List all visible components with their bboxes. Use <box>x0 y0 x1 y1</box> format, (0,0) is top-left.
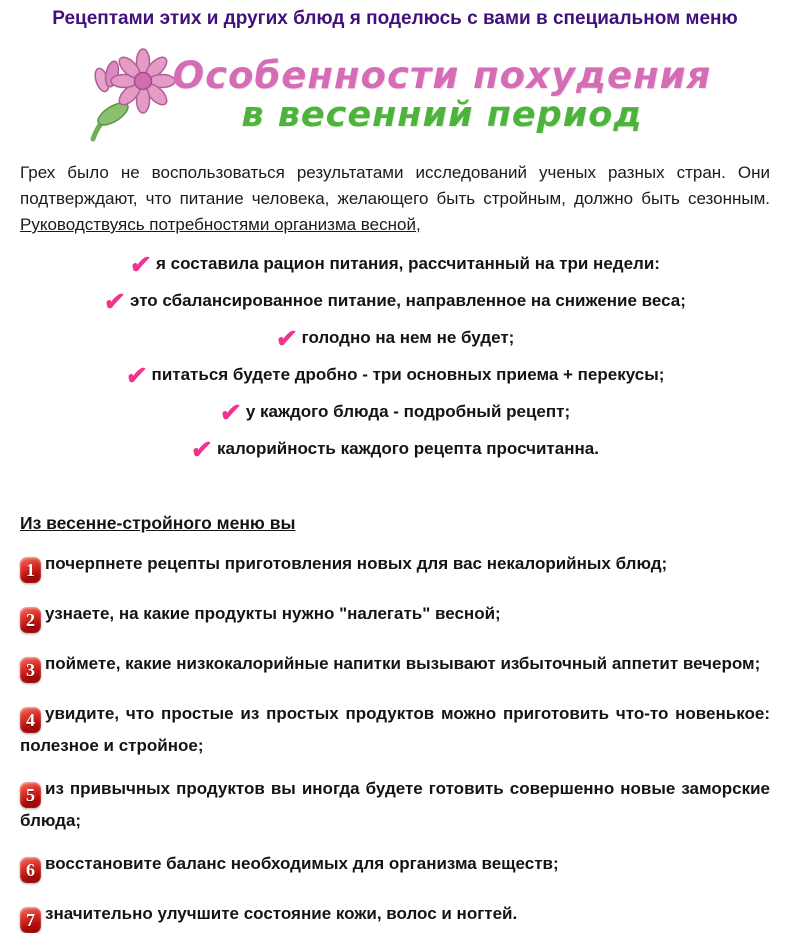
banner <box>20 45 770 147</box>
list-item <box>20 851 770 883</box>
flower-icon <box>79 47 179 148</box>
check-icon: ✔ <box>128 251 153 280</box>
numbered-item-text: восстановите баланс необходимых для организма веществ; <box>45 854 559 874</box>
intro-paragraph <box>20 160 770 238</box>
list-item <box>20 436 770 463</box>
number-badge-icon: 6 <box>20 857 41 883</box>
intro-underlined-phrase: Руководствуясь потребностями организма весной, <box>20 215 421 235</box>
list-item <box>20 701 770 758</box>
check-list <box>20 251 770 463</box>
number-badge-icon: 3 <box>20 657 41 683</box>
numbered-item-text: узнаете, на какие продукты нужно "налегать" весной; <box>45 604 501 624</box>
list-item <box>20 399 770 426</box>
numbered-list <box>20 551 770 933</box>
check-icon: ✔ <box>218 399 243 428</box>
numbered-item-text: значительно улучшите состояние кожи, волос и ногтей. <box>45 904 518 924</box>
check-item-text: калорийность каждого рецепта просчитанна. <box>217 439 599 459</box>
number-badge-icon: 1 <box>20 557 41 583</box>
number-badge-icon: 7 <box>20 907 41 933</box>
list-item <box>20 651 770 683</box>
check-icon: ✔ <box>274 325 299 354</box>
numbered-item-text: поймете, какие низкокалорийные напитки вызывают избыточный аппетит вечером; <box>45 654 761 674</box>
number-badge-icon: 4 <box>20 707 41 733</box>
check-item-text: это сбалансированное питание, направленное на снижение веса; <box>130 291 686 311</box>
intro-text: Грех было не воспользоваться результатами исследований ученых разных стран. Они подтверждают, что питание человека, желающего быть стройным, должно быть сезонным. <box>20 163 770 209</box>
list-item <box>20 601 770 633</box>
list-item <box>20 551 770 583</box>
list-item <box>20 901 770 933</box>
numbered-item-text: увидите, что простые из простых продуктов можно приготовить что-то новенькое: полезное и стройное; <box>20 704 770 756</box>
banner-title-line2: в весенний период <box>241 95 643 136</box>
check-item-text: голодно на нем не будет; <box>301 328 515 348</box>
check-item-text: у каждого блюда - подробный рецепт; <box>245 402 571 422</box>
numbered-item-text: из привычных продуктов вы иногда будете готовить совершенно новые заморские блюда; <box>20 779 770 831</box>
section-heading: Из весенне-стройного меню вы <box>20 513 296 534</box>
check-icon: ✔ <box>102 288 127 317</box>
check-item-text: питаться будете дробно - три основных приема + перекусы; <box>151 365 665 385</box>
banner-title-line1: Особенности похудения <box>172 54 712 98</box>
check-icon: ✔ <box>124 362 149 391</box>
banner-title <box>172 54 712 136</box>
list-item <box>20 251 770 278</box>
list-item <box>20 776 770 833</box>
list-item <box>20 362 770 389</box>
numbered-item-text: почерпнете рецепты приготовления новых для вас некалорийных блюд; <box>45 554 668 574</box>
list-item <box>20 325 770 352</box>
check-icon: ✔ <box>189 436 214 465</box>
check-item-text: я составила рацион питания, рассчитанный на три недели: <box>156 254 660 274</box>
page-title: Рецептами этих и других блюд я поделюсь с вами в специальном меню <box>52 8 738 29</box>
number-badge-icon: 5 <box>20 782 41 808</box>
list-item <box>20 288 770 315</box>
number-badge-icon: 2 <box>20 607 41 633</box>
